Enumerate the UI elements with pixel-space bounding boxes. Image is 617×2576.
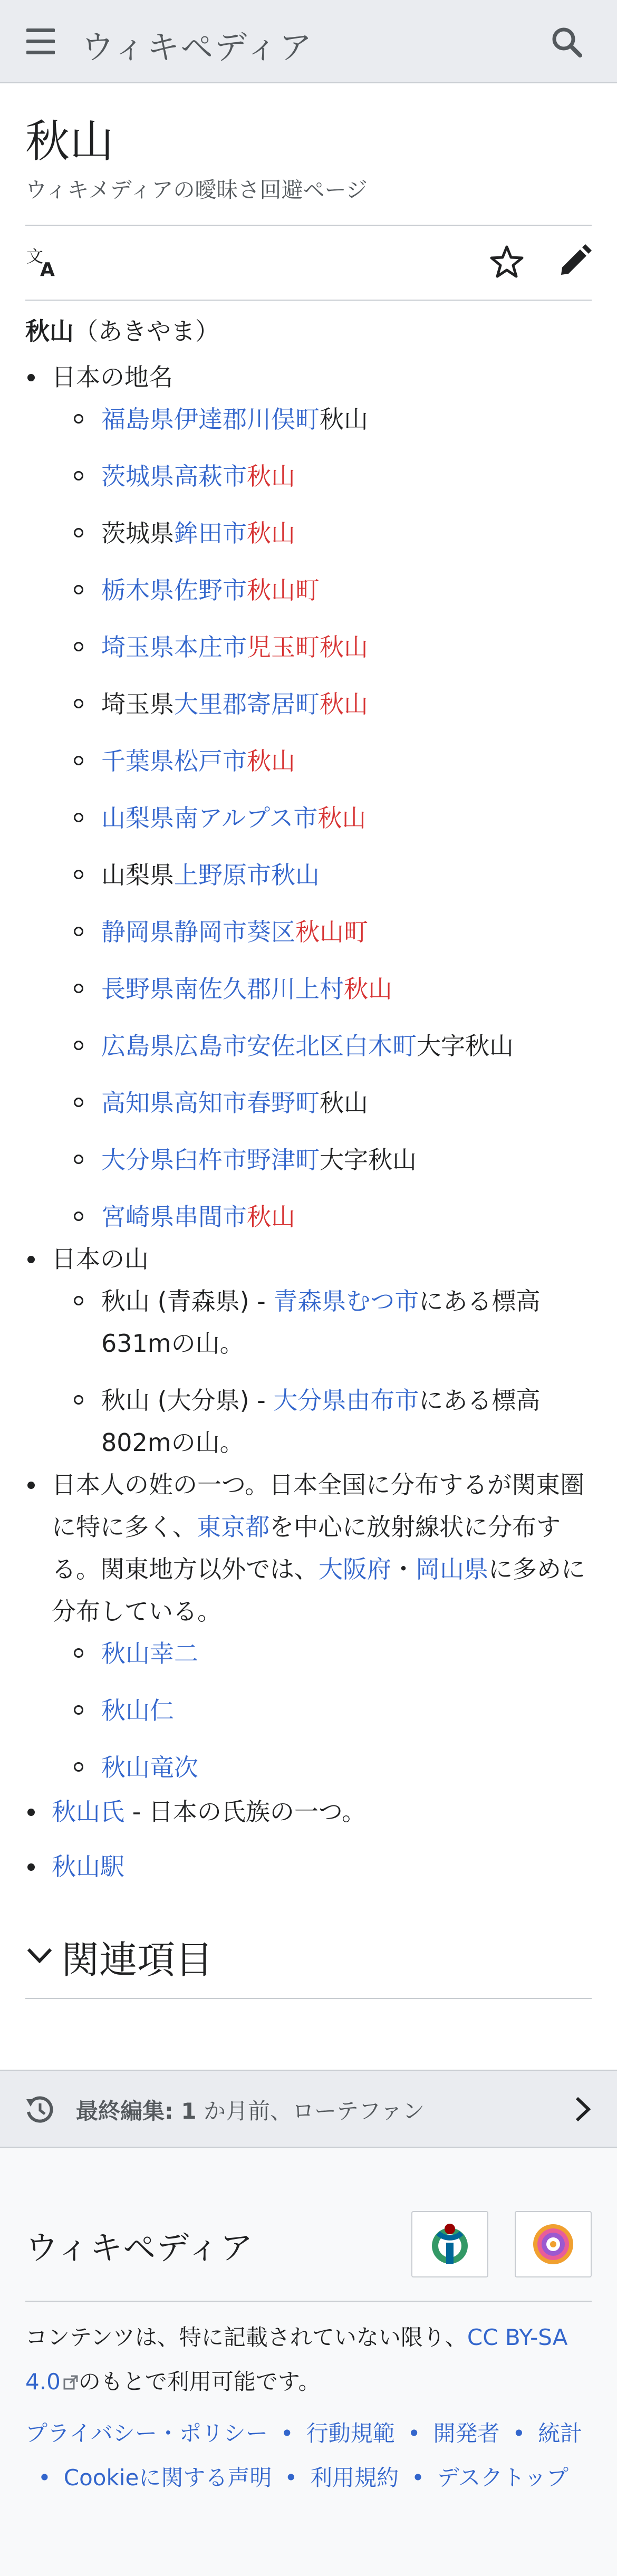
places-label: 日本の地名 <box>52 363 173 392</box>
footer-separator: • <box>512 2420 526 2446</box>
inline-link[interactable]: 大里郡寄居町 <box>174 690 320 719</box>
inline-link[interactable]: 茨城県高萩市 <box>101 462 247 491</box>
lead-term: 秋山 <box>25 316 74 345</box>
person-list-item <box>52 1632 592 1675</box>
top-header <box>0 0 617 83</box>
place-list-item <box>52 569 592 611</box>
license-text <box>25 2315 592 2404</box>
redlink[interactable]: 秋山 <box>247 519 295 548</box>
place-list-item <box>52 1025 592 1067</box>
person-link[interactable]: 秋山竜次 <box>101 1753 198 1782</box>
inline-text: 秋山 (大分県) - <box>101 1386 274 1415</box>
footer-links <box>25 2411 592 2500</box>
inline-link[interactable]: 東京都 <box>197 1513 270 1542</box>
inline-link[interactable]: 鉾田市 <box>174 519 247 548</box>
page-title: 秋山 <box>25 116 114 167</box>
footer-link[interactable]: 行動規範 <box>306 2420 395 2446</box>
inline-link[interactable]: 広島県広島市安佐北区白木町 <box>101 1032 417 1061</box>
redlink[interactable]: 児玉町秋山 <box>247 633 368 662</box>
inline-link[interactable]: 岡山県 <box>416 1555 488 1584</box>
list-item-places <box>25 356 592 1238</box>
last-edited-bar[interactable] <box>0 2070 617 2148</box>
mountain-list-item <box>52 1280 592 1364</box>
inline-link[interactable]: 埼玉県本庄市 <box>101 633 247 662</box>
footer-link[interactable]: 利用規約 <box>310 2465 399 2491</box>
place-list-item <box>52 1082 592 1124</box>
svg-text:A: A <box>40 258 55 279</box>
chevron-down-icon <box>25 1941 54 1972</box>
list-item-station <box>25 1846 592 1888</box>
places-list <box>52 398 592 1238</box>
lead-reading: （あきやま） <box>74 316 219 345</box>
translate-icon[interactable] <box>25 244 60 281</box>
footer-separator: • <box>411 2465 425 2491</box>
station-link[interactable]: 秋山駅 <box>52 1852 124 1881</box>
inline-text: を中心に放射線状に分布する。関東地方以外では、 <box>52 1513 561 1584</box>
footer-separator: • <box>38 2465 51 2491</box>
disambiguation-list <box>25 356 592 1888</box>
footer-separator: • <box>407 2420 421 2446</box>
menu-icon[interactable] <box>24 27 57 56</box>
redlink[interactable]: 秋山町 <box>247 576 320 605</box>
inline-link[interactable]: 青森県むつ市 <box>273 1287 419 1316</box>
wikimedia-logo-icon[interactable] <box>411 2211 488 2277</box>
clan-link[interactable]: 秋山氏 <box>52 1798 124 1827</box>
inline-text: に多めに分布している。 <box>52 1555 585 1626</box>
article-content <box>25 83 592 1888</box>
list-item-mountains <box>25 1238 592 1464</box>
inline-link[interactable]: 高知県高知市春野町 <box>101 1089 320 1118</box>
place-list-item <box>52 1139 592 1181</box>
place-list-item <box>52 911 592 953</box>
site-brand[interactable]: ウィキペディア <box>81 28 313 66</box>
svg-text:文: 文 <box>26 246 44 266</box>
license-link[interactable]: CC BY-SA 4.0 <box>25 2324 568 2395</box>
place-list-item <box>52 626 592 668</box>
last-edited-text <box>76 2094 425 2126</box>
inline-link[interactable]: 大分県由布市 <box>273 1386 419 1415</box>
inline-link[interactable]: 千葉県松戸市 <box>101 747 247 776</box>
inline-link[interactable]: 静岡県静岡市葵区 <box>101 918 295 947</box>
inline-text: 秋山 <box>320 405 368 434</box>
clan-description: - 日本の氏族の一つ。 <box>124 1798 367 1827</box>
inline-text: 大字秋山 <box>417 1032 514 1061</box>
mediawiki-logo-icon[interactable] <box>515 2211 592 2277</box>
lead-paragraph <box>25 312 592 351</box>
related-section-header[interactable] <box>25 1920 592 1999</box>
inline-text: 日本人の姓の一つ。日本全国に分布するが関東圏に特に多く、 <box>52 1470 585 1542</box>
place-list-item <box>52 1196 592 1238</box>
footer-brand: ウィキペディア <box>25 2228 254 2267</box>
inline-link[interactable]: 大分県臼杵市野津町 <box>101 1146 320 1175</box>
inline-link[interactable]: 上野原市秋山 <box>174 861 320 890</box>
last-edited-rest: か月前、ローテファン <box>196 2098 425 2124</box>
footer <box>0 2148 617 2576</box>
mountains-label: 日本の山 <box>52 1245 149 1274</box>
inline-link[interactable]: 宮崎県串間市 <box>101 1203 247 1232</box>
mountains-list <box>52 1280 592 1464</box>
section-title: 関連項目 <box>61 1938 214 1982</box>
redlink[interactable]: 秋山 <box>247 462 295 491</box>
license-pre: コンテンツは、特に記載されていない限り、 <box>25 2324 467 2350</box>
inline-text: 秋山 (青森県) - <box>101 1287 274 1316</box>
footer-link[interactable]: Cookieに関する声明 <box>63 2465 272 2491</box>
person-link[interactable]: 秋山幸二 <box>101 1639 198 1668</box>
place-list-item <box>52 398 592 440</box>
inline-text: 山梨県 <box>101 861 174 890</box>
surname-paragraph <box>52 1464 592 1632</box>
inline-text: にある標高631mの山。 <box>101 1287 541 1358</box>
inline-link[interactable]: 福島県伊達郡川俣町 <box>101 405 320 434</box>
place-list-item <box>52 797 592 839</box>
inline-text: にある標高802mの山。 <box>101 1386 541 1457</box>
redlink[interactable]: 秋山 <box>344 975 392 1004</box>
redlink[interactable]: 秋山 <box>317 804 367 833</box>
redlink[interactable]: 秋山町 <box>295 918 368 947</box>
inline-text: 秋山 <box>320 1089 368 1118</box>
person-link[interactable]: 秋山仁 <box>101 1696 174 1725</box>
page-subtitle: ウィキメディアの曖昧さ回避ページ <box>25 177 368 203</box>
redlink[interactable]: 秋山 <box>247 747 295 776</box>
place-list-item <box>52 683 592 725</box>
external-link-icon <box>61 2369 79 2395</box>
footer-link[interactable]: 開発者 <box>433 2420 500 2446</box>
inline-text: 茨城県 <box>101 519 174 548</box>
inline-link[interactable]: 栃木県佐野市 <box>101 576 247 605</box>
redlink[interactable]: 秋山 <box>320 690 368 719</box>
footer-divider <box>25 2301 592 2302</box>
last-edited-bold: 最終編集: 1 <box>76 2098 197 2124</box>
footer-separator: • <box>284 2465 298 2491</box>
person-list-item <box>52 1689 592 1732</box>
license-post: のもとで利用可能です。 <box>78 2369 321 2395</box>
place-list-item <box>52 854 592 896</box>
redlink[interactable]: 秋山 <box>247 1203 295 1232</box>
inline-text: 埼玉県 <box>101 690 174 719</box>
inline-link[interactable]: 山梨県南アルプス市 <box>101 804 318 833</box>
chevron-right-icon <box>572 2096 593 2125</box>
people-list <box>52 1632 592 1789</box>
inline-text: ・ <box>391 1555 416 1584</box>
inline-link[interactable]: 大阪府 <box>319 1555 391 1584</box>
footer-link[interactable]: プライバシー・ポリシー <box>25 2420 268 2446</box>
place-list-item <box>52 512 592 554</box>
inline-link[interactable]: 長野県南佐久郡川上村 <box>101 975 344 1004</box>
edit-pencil-icon[interactable] <box>557 244 592 281</box>
place-list-item <box>52 968 592 1010</box>
footer-link[interactable]: 統計 <box>538 2420 583 2446</box>
history-icon <box>24 2094 56 2128</box>
star-icon[interactable] <box>489 244 524 281</box>
footer-link[interactable]: デスクトップ <box>437 2465 568 2491</box>
inline-text: 大字秋山 <box>320 1146 417 1175</box>
person-list-item <box>52 1746 592 1789</box>
divider <box>25 300 592 301</box>
page-toolbar <box>25 226 592 300</box>
search-icon[interactable] <box>548 24 585 61</box>
list-item-surname <box>25 1464 592 1789</box>
place-list-item <box>52 740 592 782</box>
footer-separator: • <box>280 2420 294 2446</box>
place-list-item <box>52 455 592 497</box>
list-item-clan <box>25 1791 592 1833</box>
mountain-list-item <box>52 1379 592 1464</box>
